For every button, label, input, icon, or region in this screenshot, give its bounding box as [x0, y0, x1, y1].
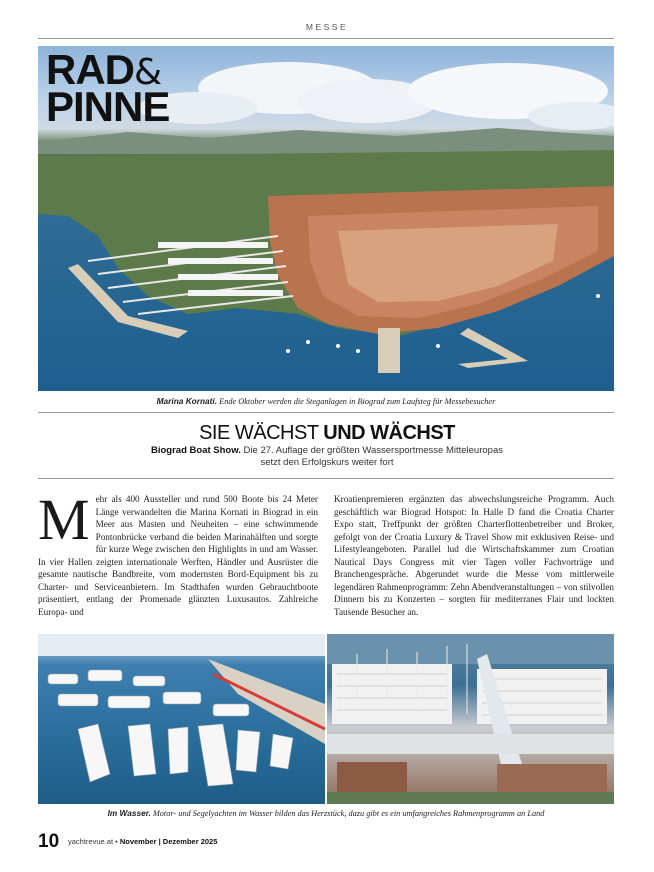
hero-caption [38, 396, 614, 406]
headline-bold: UND WÄCHST [323, 422, 455, 444]
headline-rule [38, 478, 614, 479]
top-rule [38, 38, 614, 39]
footer-issue: November | Dezember 2025 [119, 837, 218, 846]
footer-separator: • [113, 837, 120, 846]
hero-caption-text: Ende Oktober werden die Steganlagen in Biograd zum Laufsteg für Messebesucher [217, 397, 496, 406]
motor-yachts-illustration [38, 634, 325, 804]
article-deck [140, 445, 514, 468]
body-left-text: ehr als 400 Aussteller und rund 500 Boote bis 24 Meter Länge verwandelten die Marina Kornati in Biograd in ein Meer aus Masten und Neuheiten – eine schwimmende Pontonbrücke verband die beiden Marinahälften und sorgte für kurze Wege zwischen den Highlights in und am Wasser. In vier Hallen zeigten internationale Werften, Händler und Ausrüster die gesamte nautische Bandbreite, vom modernsten Bord-Equipment bis zu Charter- und Serviceanbietern. Im Stadthafen wurden Gebrauchtboote präsentiert, entlang der Promenade glänzten Luxusautos. Zahlreiche Europa- und [38, 494, 318, 617]
photo-motor-yachts [38, 634, 325, 804]
sailing-yachts-illustration [327, 634, 614, 804]
drop-cap: M [38, 487, 90, 552]
bottom-caption-lead: Im Wasser. [107, 808, 151, 818]
headline-light: SIE WÄCHST [199, 422, 324, 444]
bottom-caption [38, 808, 614, 818]
feature-title [46, 46, 170, 130]
footer-publication [68, 837, 217, 846]
deck-lead: Biograd Boat Show. [151, 445, 241, 456]
title-ampersand: & [134, 52, 162, 93]
page-number: 10 [38, 831, 60, 852]
body-right-text: Kroatienpremieren ergänzten das abwechslungsreiche Programm. Auch geschäftlich war Biograd Hotspot: In Halle D fand die Croatia Charter Expo statt, Treffpunkt der größten Charterflottenbetreiber und Broker, gefolgt von der Croatia Luxury & Travel Show mit exklusiven Reise- und Lifestyleangeboten. Parallel lud die Wirtschaftskammer zum Croatian Nautical Days Congress mit vier Tagen voller Fachvorträge und Branchengespräche. Abgerundet wurde die Messe vom mittlerweile legendären Rahmenprogramm: Zehn Abendveranstaltungen – von stilvollen Dinnern bis zu Konzerten – sorgten für mediterranes Flair und lockten Tausende Besucher an. [334, 494, 614, 617]
body-column-left [38, 487, 318, 618]
article-headline [0, 422, 654, 445]
section-label: MESSE [305, 22, 349, 32]
caption-rule [38, 412, 614, 413]
title-word-pinne: PINNE [46, 82, 170, 130]
body-column-right [334, 493, 614, 618]
deck-text: Die 27. Auflage der größten Wassersportmesse Mitteleuropas setzt den Erfolgskurs weiter fort [240, 445, 503, 468]
footer-site: yachtrevue.at [68, 837, 114, 846]
hero-caption-lead: Marina Kornati. [156, 396, 218, 406]
title-word-rad: RAD [46, 46, 134, 93]
bottom-caption-text: Motor- und Segelyachten im Wasser bilden das Herzstück, dazu gibt es ein umfangreiches Rahmenprogramm an Land [150, 809, 545, 818]
photo-sailing-yachts [327, 634, 614, 804]
hero-photo [38, 46, 614, 391]
